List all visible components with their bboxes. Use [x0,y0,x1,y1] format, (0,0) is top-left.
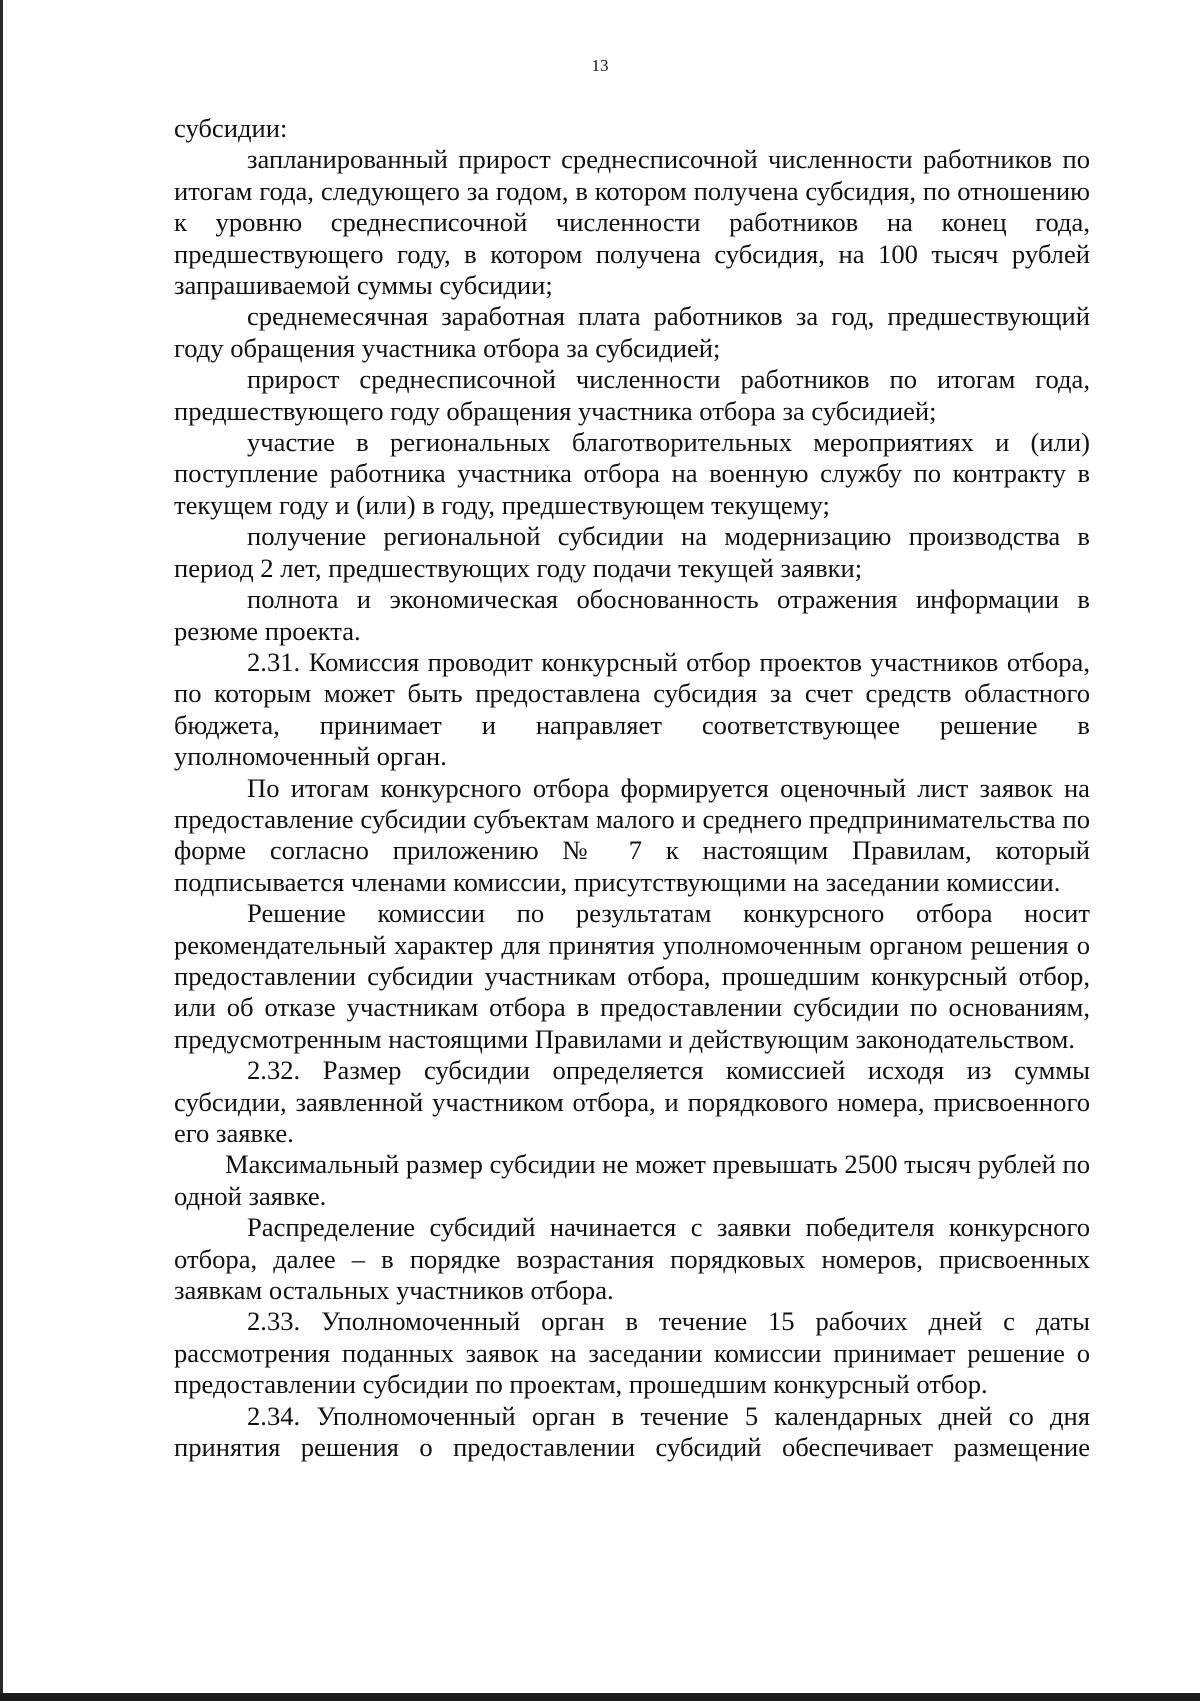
paragraph-criterion-growth: запланированный прирост среднесписочной численности работников по итогам года, следующего за годом, в котором получена субсидия, по отношению к уровню среднесписочной численности работников на конец года, предшествующего году, в котором получена субсидия, на 100 тысяч рублей запрашиваемой суммы субсидии; [174,144,1090,301]
paragraph-criterion-resume: полнота и экономическая обоснованность отражения информации в резюме проекта. [174,584,1090,646]
paragraph-2-32: 2.32. Размер субсидии определяется комиссией исходя из суммы субсидии, заявленной участником отбора, и порядкового номера, присвоенного его заявке. [174,1055,1090,1148]
paragraph-2-33: 2.33. Уполномоченный орган в течение 15 рабочих дней с даты рассмотрения поданных заявок на заседании комиссии принимает решение о предоставлении субсидии по проектам, прошедшим конкурсный отбор. [174,1306,1090,1400]
paragraph-criterion-charity: участие в региональных благотворительных мероприятиях и (или) поступление работника участника отбора на военную службу по контракту в текущем году и (или) в году, предшествующем текущему; [174,427,1090,520]
paragraph-evaluation-sheet: По итогам конкурсного отбора формируется оценочный лист заявок на предоставление субсидии субъектам малого и среднего предпринимательства по форме согласно приложению № 7 к настоящим Правилам, который подписывается членами комиссии, присутствующими на заседании комиссии. [174,772,1090,897]
paragraph-commission-decision: Решение комиссии по результатам конкурсного отбора носит рекомендательный характер для принятия уполномоченным органом решения о предоставлении субсидии участникам отбора, прошедшим конкурсный отбор, или об отказе участникам отбора в предоставлении субсидии по основаниям, предусмотренным настоящими Правилами и действующим законодательством. [174,898,1090,1054]
document-body [174,113,1090,1463]
page-number: 13 [591,56,609,75]
scan-bottom-border [0,1693,1200,1701]
paragraph-max-subsidy: Максимальный размер субсидии не может превышать 2500 тысяч рублей по одной заявке. [174,1149,1090,1211]
paragraph-criterion-headcount: прирост среднесписочной численности работников по итогам года, предшествующего году обращения участника отбора за субсидией; [174,364,1090,426]
paragraph-criterion-salary: среднемесячная заработная плата работников за год, предшествующий году обращения участника отбора за субсидией; [174,301,1090,363]
paragraph-distribution: Распределение субсидий начинается с заявки победителя конкурсного отбора, далее – в порядке возрастания порядковых номеров, присвоенных заявкам остальных участников отбора. [174,1212,1090,1306]
paragraph-criterion-modernization: получение региональной субсидии на модернизацию производства в период 2 лет, предшествующих году подачи текущей заявки; [174,521,1090,583]
paragraph-2-31: 2.31. Комиссия проводит конкурсный отбор проектов участников отбора, по которым может быть предоставлена субсидия за счет средств областного бюджета, принимает и направляет соответствующее решение в уполномоченный орган. [174,646,1090,772]
paragraph-2-34: 2.34. Уполномоченный орган в течение 5 календарных дней со дня принятия решения о предоставлении субсидий обеспечивает размещение [174,1400,1090,1463]
paragraph-continuation: субсидии: [174,113,288,143]
scan-left-edge [0,0,3,1701]
